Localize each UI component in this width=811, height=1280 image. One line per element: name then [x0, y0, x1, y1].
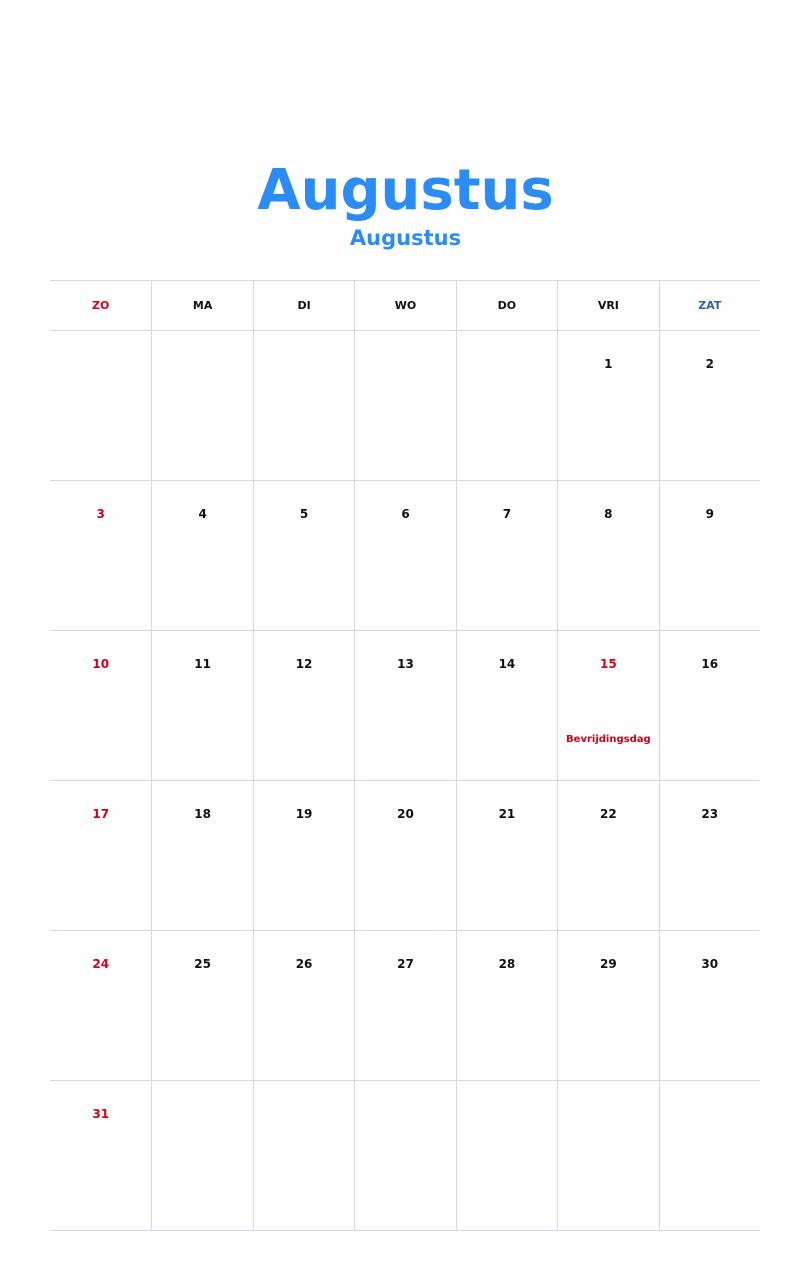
day-cell-empty: [151, 1081, 252, 1230]
day-number: 24: [92, 957, 110, 971]
day-cell[interactable]: [557, 781, 658, 930]
week-row: [50, 931, 760, 1081]
day-number: 14: [498, 657, 516, 671]
day-cell[interactable]: [151, 631, 252, 780]
day-number: 17: [92, 807, 110, 821]
day-cell[interactable]: [456, 931, 557, 1080]
day-cell[interactable]: [659, 331, 760, 480]
month-subtitle: Augustus: [349, 226, 462, 250]
day-cell[interactable]: [557, 931, 658, 1080]
day-cell[interactable]: [50, 931, 151, 1080]
day-number: 5: [299, 507, 309, 521]
day-cell[interactable]: [151, 781, 252, 930]
day-number: 30: [701, 957, 719, 971]
weekday-header-saturday: ZAT: [659, 281, 760, 330]
week-row: [50, 481, 760, 631]
day-cell[interactable]: [50, 481, 151, 630]
week-row: [50, 631, 760, 781]
day-cell[interactable]: [253, 781, 354, 930]
calendar-grid: [50, 280, 760, 1231]
day-cell[interactable]: [253, 931, 354, 1080]
day-cell[interactable]: [557, 331, 658, 480]
day-cell[interactable]: [659, 481, 760, 630]
day-cell[interactable]: [151, 481, 252, 630]
day-number: 11: [194, 657, 211, 671]
day-number: 18: [194, 807, 211, 821]
day-number: 10: [92, 657, 110, 671]
day-number: 4: [198, 507, 207, 521]
day-number: 22: [600, 807, 617, 821]
day-number: 29: [600, 957, 617, 971]
day-number: 20: [397, 807, 414, 821]
day-number: 25: [194, 957, 211, 971]
day-number: 9: [705, 507, 714, 521]
day-number: 3: [96, 507, 105, 521]
day-number: 23: [701, 807, 719, 821]
day-cell[interactable]: [50, 1081, 151, 1230]
day-cell-empty: [659, 1081, 760, 1230]
day-cell[interactable]: [354, 481, 455, 630]
weekday-header-monday: MA: [151, 281, 252, 330]
holiday-label: Bevrijdingsdag: [566, 734, 651, 745]
day-cell-empty: [50, 331, 151, 480]
day-cell[interactable]: [354, 931, 455, 1080]
month-title: Augustus: [257, 158, 554, 223]
day-number: 2: [705, 357, 714, 371]
week-row: [50, 781, 760, 931]
day-cell[interactable]: [50, 781, 151, 930]
day-cell[interactable]: [354, 631, 455, 780]
day-cell[interactable]: [456, 481, 557, 630]
weekday-header-row: [50, 281, 760, 331]
day-cell-empty: [354, 1081, 455, 1230]
day-number: 27: [397, 957, 414, 971]
weekday-header-wednesday: WO: [354, 281, 455, 330]
day-number: 21: [498, 807, 516, 821]
day-cell-empty: [151, 331, 252, 480]
weekday-header-tuesday: DI: [253, 281, 354, 330]
day-cell-empty: [354, 331, 455, 480]
day-number: 7: [502, 507, 512, 521]
weekday-header-friday: VRI: [557, 281, 658, 330]
week-row: [50, 331, 760, 481]
day-cell-holiday[interactable]: [557, 631, 658, 780]
day-number: 16: [701, 657, 719, 671]
day-number: 1: [604, 357, 613, 371]
day-cell[interactable]: [354, 781, 455, 930]
day-cell[interactable]: [151, 931, 252, 1080]
day-cell[interactable]: [456, 631, 557, 780]
day-cell[interactable]: [253, 631, 354, 780]
day-cell[interactable]: [557, 481, 658, 630]
day-number: 13: [397, 657, 414, 671]
day-cell[interactable]: [659, 931, 760, 1080]
week-row: [50, 1081, 760, 1231]
day-cell[interactable]: [50, 631, 151, 780]
day-cell[interactable]: [659, 631, 760, 780]
day-cell[interactable]: [253, 481, 354, 630]
day-number: 19: [295, 807, 313, 821]
day-cell[interactable]: [456, 781, 557, 930]
day-number: 28: [498, 957, 516, 971]
day-number: 26: [295, 957, 313, 971]
weekday-header-thursday: DO: [456, 281, 557, 330]
day-cell-empty: [456, 1081, 557, 1230]
day-cell-empty: [557, 1081, 658, 1230]
day-cell[interactable]: [659, 781, 760, 930]
day-cell-empty: [456, 331, 557, 480]
day-number: 31: [92, 1107, 110, 1121]
weekday-header-sunday: ZO: [92, 299, 110, 312]
day-cell-empty: [253, 331, 354, 480]
day-number: 8: [604, 507, 613, 521]
day-number: 6: [401, 507, 410, 521]
day-cell-empty: [253, 1081, 354, 1230]
day-number: 15: [600, 657, 617, 671]
day-number: 12: [295, 657, 313, 671]
